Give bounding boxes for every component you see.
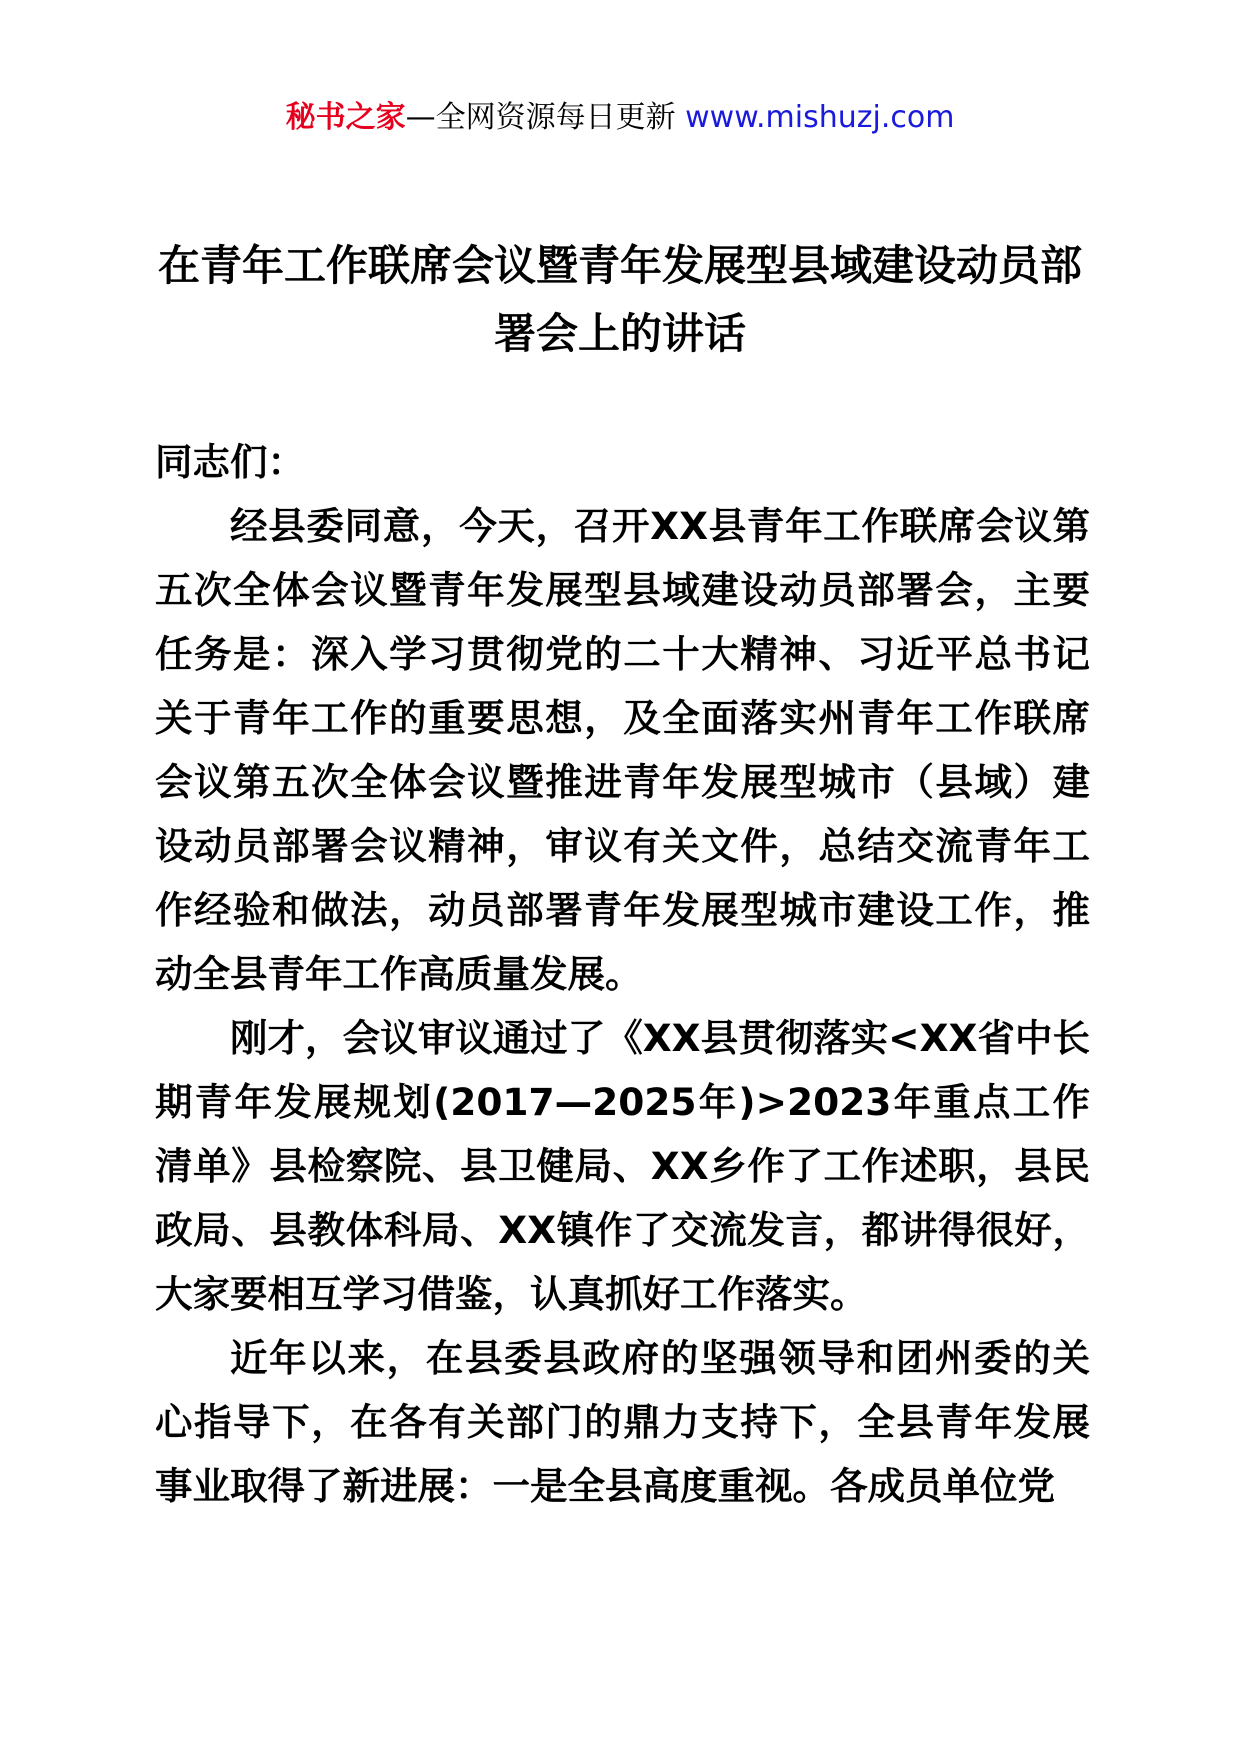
salutation: 同志们：	[155, 440, 305, 484]
header-tagline: —全网资源每日更新	[405, 100, 686, 135]
paragraph: 经县委同意，今天，召开XX县青年工作联席会议第五次全体会议暨青年发展型县域建设动员部署会，主要任务是：深入学习贯彻党的二十大精神、习近平总书记关于青年工作的重要思想，及全面落实州青年工作联席会议第五次全体会议暨推进青年发展型城市（县域）建设动员部署会议精神，审议有关文件，总结交流青年工作经验和做法，动员部署青年发展型城市建设工作，推动全县青年工作高质量发展。	[155, 504, 1090, 996]
brand-name: 秘书之家	[285, 100, 406, 135]
paragraph: 刚才，会议审议通过了《XX县贯彻落实<XX省中长期青年发展规划(2017—2025年)>2023年重点工作清单》县检察院、县卫健局、XX乡作了工作述职，县民政局、县教体科局、XX镇作了交流发言，都讲得很好，大家要相互学习借鉴，认真抓好工作落实。	[155, 1016, 1090, 1316]
document-body	[155, 430, 1090, 1518]
site-header	[0, 98, 1240, 138]
site-url-link[interactable]: www.mishuzj.com	[685, 100, 955, 135]
paragraph: 近年以来，在县委县政府的坚强领导和团州委的关心指导下，在各有关部门的鼎力支持下，全县青年发展事业取得了新进展：一是全县高度重视。各成员单位党	[155, 1336, 1090, 1508]
document-title: 在青年工作联席会议暨青年发展型县域建设动员部署会上的讲话	[157, 241, 1082, 358]
